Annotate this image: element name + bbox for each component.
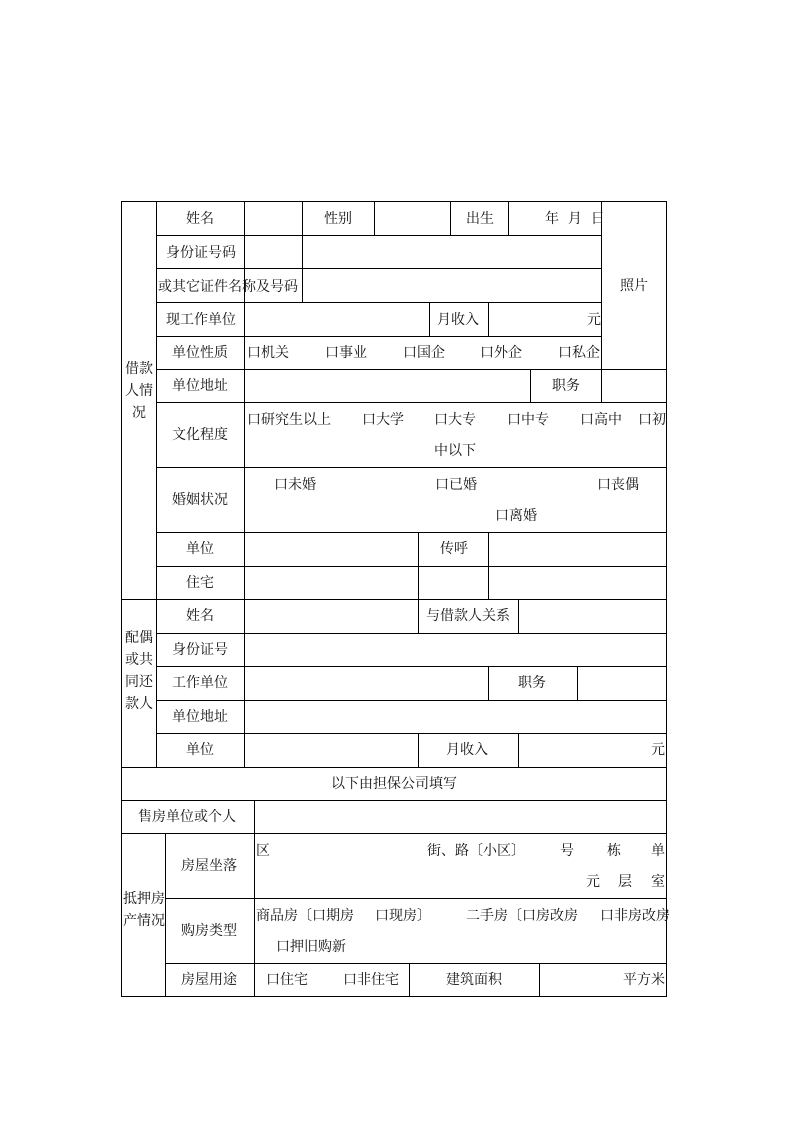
col-line (518, 599, 519, 634)
col-line (374, 201, 375, 236)
marital-option[interactable]: 口已婚 (435, 477, 477, 493)
row-line (156, 566, 667, 567)
phone-work-label: 单位 (186, 541, 214, 557)
col-line (530, 369, 531, 403)
property-section-label (122, 888, 166, 932)
row-line (165, 963, 667, 964)
marital-option[interactable]: 口丧偶 (597, 477, 639, 493)
guarantor-banner: 以下由担保公司填写 (331, 776, 457, 792)
id-number-label: 身份证号码 (166, 245, 236, 261)
section-line (121, 767, 667, 768)
employer-type-option[interactable]: 口私企 (558, 345, 600, 361)
area-unit: 平方米 (623, 972, 665, 988)
section-label-line: 同还 (125, 674, 153, 690)
gender-label: 性别 (324, 211, 352, 227)
location-unit: 单 (651, 843, 665, 859)
col-line (450, 201, 451, 236)
row-line (156, 532, 667, 533)
location-building: 栋 (607, 843, 621, 859)
spouse-income-label: 月收入 (446, 742, 488, 758)
section-label-line: 抵押房 (123, 891, 165, 907)
row-line (156, 336, 602, 337)
col-line (577, 666, 578, 701)
area-label: 建筑面积 (446, 972, 502, 988)
row-line (156, 235, 602, 236)
purchase-type-second[interactable]: 二手房〔口房改房 (466, 908, 578, 924)
col-line (488, 532, 489, 600)
other-id-label: 或其它证件名称及号码 (158, 279, 298, 295)
section-label-line: 借款 (125, 361, 153, 377)
row-line (156, 733, 667, 734)
spouse-name-label: 姓名 (186, 608, 214, 624)
yuan-unit: 元 (587, 312, 601, 328)
section-line (121, 833, 667, 834)
col-line (302, 201, 303, 302)
phone-home-label: 住宅 (186, 575, 214, 591)
purchase-type-label: 购房类型 (181, 923, 237, 939)
section-label-line: 况 (132, 405, 146, 421)
education-option[interactable]: 口中专 (507, 412, 549, 428)
relation-label: 与借款人关系 (426, 608, 510, 624)
spouse-id-label: 身份证号 (172, 642, 228, 658)
table-border-right (666, 201, 667, 997)
spouse-section-label (122, 627, 156, 715)
employer-type-label: 单位性质 (172, 345, 228, 361)
education-option[interactable]: 口高中 (580, 412, 622, 428)
section-label-line: 或共 (125, 652, 153, 668)
purchase-type-tradein[interactable]: 口押旧购新 (276, 939, 346, 955)
row-line (156, 700, 667, 701)
section-line (121, 599, 667, 600)
use-label: 房屋用途 (181, 972, 237, 988)
position-label: 职务 (552, 378, 580, 394)
purchase-type-existing[interactable]: 口现房〕 (375, 908, 431, 924)
education-option[interactable]: 口大学 (362, 412, 404, 428)
employer-address-label: 单位地址 (172, 378, 228, 394)
col-line (409, 963, 410, 997)
row-line (156, 633, 667, 634)
name-label: 姓名 (186, 211, 214, 227)
monthly-income-label: 月收入 (437, 312, 479, 328)
row-line (121, 800, 667, 801)
spouse-yuan-unit: 元 (651, 742, 665, 758)
location-street: 街、路〔小区〕 (427, 843, 525, 859)
location-district: 区 (256, 843, 270, 859)
spouse-employer-label: 工作单位 (172, 675, 228, 691)
education-option[interactable]: 口研究生以上 (247, 412, 331, 428)
table-border-bottom (121, 996, 667, 997)
col-line (418, 532, 419, 600)
col-line (488, 666, 489, 701)
purchase-type-nonreform[interactable]: 口非房改房 (600, 908, 670, 924)
seller-label: 售房单位或个人 (138, 809, 236, 825)
education-option-tail: 中以下 (434, 443, 476, 459)
borrower-section-label (122, 358, 156, 424)
section-label-line: 产情况 (123, 913, 165, 929)
location-unit-suffix: 元 (586, 874, 600, 890)
employer-type-option[interactable]: 口机关 (247, 345, 289, 361)
education-label: 文化程度 (172, 427, 228, 443)
table-border-left (121, 201, 122, 997)
employer-type-option[interactable]: 口事业 (325, 345, 367, 361)
employer-type-option[interactable]: 口外企 (480, 345, 522, 361)
employer-type-option[interactable]: 口国企 (403, 345, 445, 361)
col-line (488, 302, 489, 337)
row-line (165, 898, 667, 899)
col-line (254, 800, 255, 997)
use-residential[interactable]: 口住宅 (266, 972, 308, 988)
location-floor: 层 (618, 874, 632, 890)
marital-option[interactable]: 口未婚 (274, 477, 316, 493)
section-label-line: 人情 (125, 383, 153, 399)
row-line (156, 369, 667, 370)
pager-label: 传呼 (440, 541, 468, 557)
row-line (156, 666, 667, 667)
education-option[interactable]: 口初 (638, 412, 666, 428)
location-number: 号 (560, 843, 574, 859)
employer-label: 现工作单位 (166, 312, 236, 328)
section-label-line: 配偶 (125, 630, 153, 646)
spouse-position-label: 职务 (518, 675, 546, 691)
col-line (539, 963, 540, 997)
col-line (518, 733, 519, 768)
col-line (429, 302, 430, 337)
table-border-top (121, 201, 667, 202)
spouse-phone-label: 单位 (186, 742, 214, 758)
marital-label: 婚姻状况 (172, 492, 228, 508)
education-option[interactable]: 口大专 (434, 412, 476, 428)
use-nonresidential[interactable]: 口非住宅 (343, 972, 399, 988)
col-line (508, 201, 509, 236)
purchase-type-new[interactable]: 商品房〔口期房 (256, 908, 354, 924)
location-room: 室 (651, 874, 665, 890)
col-line (601, 201, 602, 402)
location-label: 房屋坐落 (181, 858, 237, 874)
row-line (156, 302, 602, 303)
col-line (418, 599, 419, 634)
marital-option[interactable]: 口离婚 (495, 508, 537, 524)
section-label-line: 款人 (125, 696, 153, 712)
birth-label: 出生 (466, 211, 494, 227)
row-line (156, 467, 667, 468)
row-line (156, 268, 602, 269)
spouse-address-label: 单位地址 (172, 709, 228, 725)
col-line (418, 733, 419, 768)
row-line (156, 402, 667, 403)
photo-label: 照片 (620, 278, 648, 294)
birth-date-units: 年 月 日 (545, 211, 605, 227)
